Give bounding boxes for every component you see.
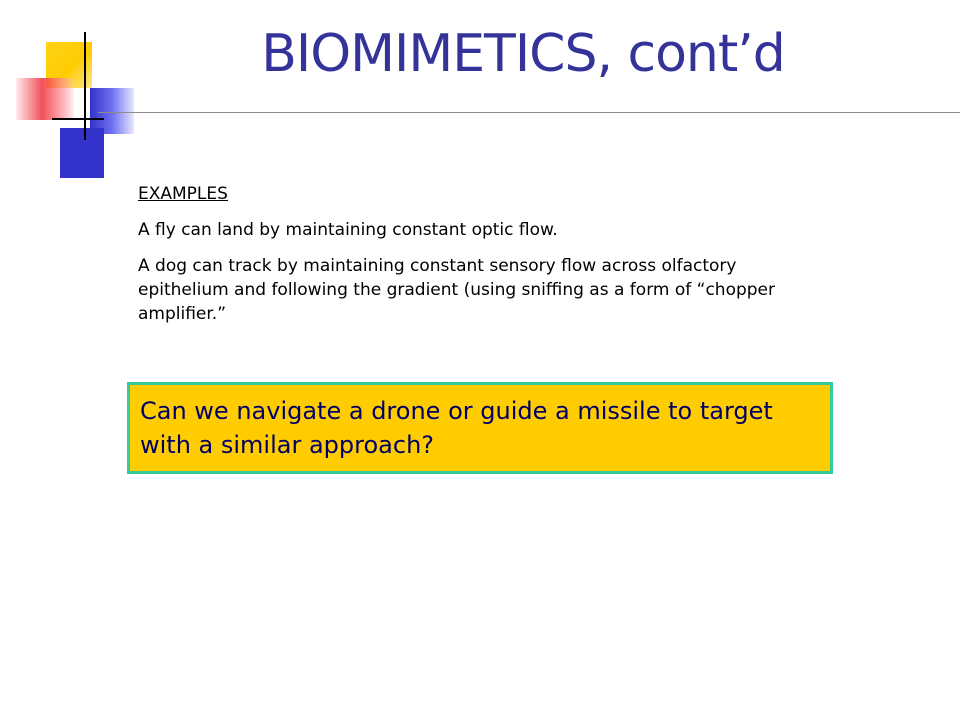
slide-title: BIOMIMETICS, cont’d bbox=[261, 24, 785, 84]
example-paragraph-fly: A fly can land by maintaining constant optic flow. bbox=[138, 220, 558, 240]
title-underline-rule bbox=[98, 112, 960, 113]
slide-body bbox=[138, 182, 818, 338]
short-horizontal-line-decoration bbox=[52, 118, 104, 120]
question-callout-box bbox=[127, 382, 833, 474]
examples-heading: EXAMPLES bbox=[138, 184, 228, 204]
blue-square-decoration bbox=[60, 128, 104, 178]
callout-question-text: Can we navigate a drone or guide a missile to target with a similar approach? bbox=[140, 397, 773, 459]
example-paragraph-dog: A dog can track by maintaining constant sensory flow across olfactory epithelium and following the gradient (using sniffing as a form of “chopper amplifier.” bbox=[138, 256, 775, 324]
